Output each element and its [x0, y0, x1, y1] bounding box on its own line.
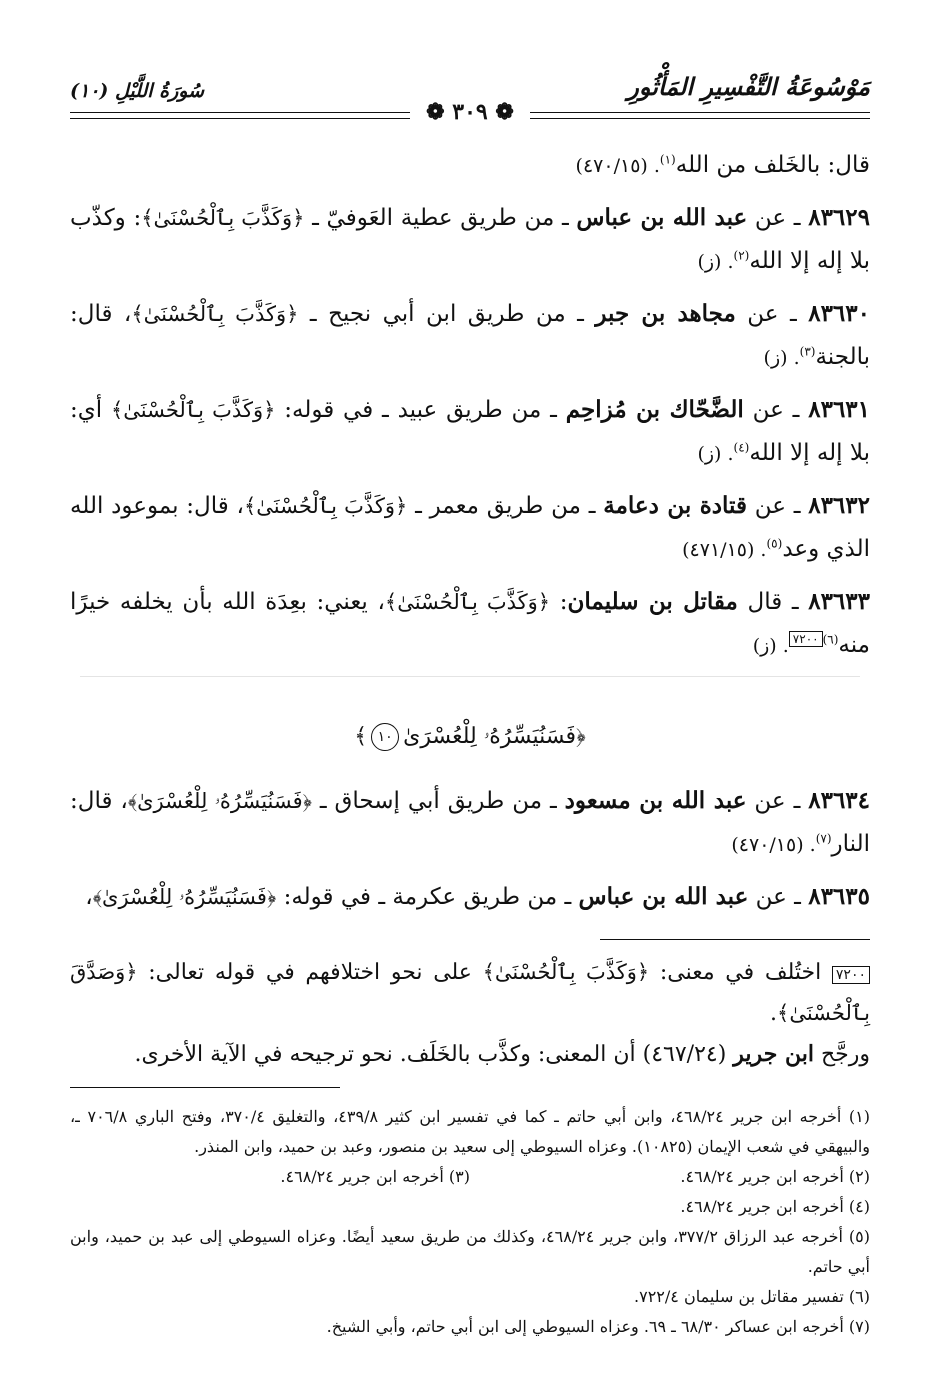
commentary-separator: [600, 939, 870, 940]
entry-text: ، قال: بموعود الله الذي وعد: [70, 493, 870, 562]
entry-text: ـ من طريق أبي إسحاق ـ: [311, 788, 565, 814]
source-ref: . (٤٧٠/١٥): [575, 155, 660, 177]
running-header: [70, 60, 870, 130]
verse-text: فَسَنُيَسِّرُهُۥ لِلْعُسْرَىٰ: [403, 724, 576, 749]
entry-text: ـ من طريق ابن أبي نجيح ـ: [298, 301, 596, 327]
footnote-marker: (١): [659, 152, 676, 167]
entry-number: ٨٣٦٣٥: [808, 883, 870, 910]
footnote-marker: (٥): [766, 536, 783, 551]
quran-quote: ﴿وَكَذَّبَ بِٱلْحُسْنَىٰ﴾: [384, 590, 551, 614]
narration-entry: [70, 779, 870, 867]
entry-text: ـ عن: [747, 205, 809, 231]
narration-entry: [70, 388, 870, 476]
entry-text: ـ عن: [746, 788, 809, 814]
footnote-marker: (٢): [733, 248, 750, 263]
narrator-name: مجاهد بن جبر: [595, 300, 736, 327]
narrator-name: عبد الله بن عباس: [578, 883, 749, 910]
source-ref: . (٤٧٠/١٥): [731, 834, 816, 856]
quran-bracket-close: ﴾: [354, 724, 368, 749]
narrator-name: الضَّحّاك بن مُزاحِم: [565, 396, 744, 423]
commentary-text: على نحو اختلافهم في قوله تعالى:: [137, 960, 483, 985]
commentary-line-2: [70, 1034, 870, 1075]
entry-text: ، قال: بالجنة: [70, 301, 870, 370]
page-number-value: ٣٠٩: [452, 99, 488, 125]
footnote: (٣) أخرجه ابن جرير ٤٦٨/٢٤.: [280, 1167, 470, 1186]
opening-text: قال: بالخَلف من الله: [675, 152, 870, 178]
book-title: مَوْسُوعَةُ التَّفْسِيرِ المَأْثُورِ: [627, 72, 870, 101]
entry-text: : وكذّب بلا إله إلا الله: [70, 205, 870, 274]
commentary-text: (٤٦٧/٢٤) أن المعنى: وكذَّب بالخَلَف. نحو ترجيحه في الآية الأخرى.: [134, 1042, 734, 1067]
commentary-number: ٧٢٠٠: [832, 966, 870, 984]
narrator-name: مقاتل بن سليمان: [567, 588, 738, 615]
commentary-text: ورجَّح: [813, 1042, 870, 1067]
footnote: (٤) أخرجه ابن جرير ٤٦٨/٢٤.: [680, 1197, 870, 1216]
footnote: (٢) أخرجه ابن جرير ٤٦٨/٢٤.: [680, 1167, 870, 1186]
verse-heading: [70, 717, 870, 757]
footnote-marker: (٦): [822, 632, 839, 647]
opening-line: [70, 144, 870, 188]
scan-line: [80, 676, 860, 677]
entry-text: ، قال: النار: [70, 788, 870, 857]
entry-text: ـ من طريق عكرمة ـ في قوله:: [276, 884, 579, 910]
footnote-marker: (٣): [799, 344, 816, 359]
entry-text: ، يعني: بعِدَة الله بأن يخلفه خيرًا منه: [70, 589, 870, 658]
entry-text: ـ قال: [737, 589, 809, 615]
quran-quote: ﴿فَسَنُيَسِّرُهُۥ لِلْعُسْرَىٰ﴾: [127, 789, 312, 813]
commentary-text: .: [770, 1001, 778, 1026]
entry-number: ٨٣٦٣٢: [808, 492, 870, 519]
commentary-text: اختُلف في معنى:: [649, 960, 832, 985]
quran-quote: ﴿فَسَنُيَسِّرُهُۥ لِلْعُسْرَىٰ﴾: [92, 885, 277, 909]
entry-text: ـ عن: [748, 884, 809, 910]
entry-text: ـ من طريق معمر ـ: [407, 493, 604, 519]
entry-number: ٨٣٦٣٣: [808, 588, 870, 615]
entry-text: ـ عن: [746, 493, 809, 519]
quran-quote: ﴿وَكَذَّبَ بِٱلْحُسْنَىٰ﴾: [131, 302, 299, 326]
narration-entry: [70, 196, 870, 284]
scholar-name: ابن جرير: [733, 1041, 814, 1067]
header-rule-left: [70, 112, 410, 119]
quran-quote: ﴿وَكَذَّبَ بِٱلْحُسْنَىٰ﴾: [141, 206, 305, 230]
commentary-note-marker: ٧٢٠٠: [789, 631, 823, 647]
page-number: ❁ ٣٠٩ ❁: [426, 99, 514, 125]
entry-text: أي: بلا إله إلا الله: [70, 397, 870, 466]
narrator-name: عبد الله بن مسعود: [564, 787, 747, 814]
header-rule-right: [530, 112, 870, 119]
source-ref: . (٤٧١/١٥): [682, 539, 767, 561]
entry-text: ،: [85, 884, 93, 910]
entry-number: ٨٣٦٣٠: [808, 300, 870, 327]
source-ref: . (ز): [752, 635, 789, 657]
entry-text: ـ من طريق عطية العَوفيّ ـ: [304, 205, 577, 231]
commentary-line-1: [70, 952, 870, 1034]
footnote-marker: (٤): [733, 440, 750, 455]
ayah-number-icon: ١٠: [371, 723, 399, 751]
entry-text: ـ عن: [735, 301, 809, 327]
header-rule: [70, 99, 870, 125]
footnote-separator: [70, 1087, 340, 1088]
narrator-name: قتادة بن دعامة: [603, 492, 747, 519]
narration-entry: [70, 580, 870, 668]
source-ref: . (ز): [697, 443, 734, 465]
quran-quote: ﴿وَكَذَّبَ بِٱلْحُسْنَىٰ﴾: [243, 494, 408, 518]
footnote: (٦) تفسير مقاتل بن سليمان ٧٢٢/٤.: [634, 1287, 870, 1306]
source-ref: . (ز): [697, 251, 734, 273]
entry-number: ٨٣٦٣٤: [808, 787, 871, 814]
commentary-block: [70, 952, 870, 1075]
source-ref: . (ز): [763, 347, 800, 369]
entry-text: :: [550, 589, 568, 615]
narration-entry: [70, 292, 870, 380]
quran-quote: ﴿وَكَذَّبَ بِٱلْحُسْنَىٰ﴾: [110, 398, 276, 422]
footnote: (٧) أخرجه ابن عساكر ٦٨/٣٠ ـ ٦٩. وعزاه السيوطي إلى ابن أبي حاتم، وأبي الشيخ.: [326, 1317, 870, 1336]
entry-number: ٨٣٦٣١: [808, 396, 871, 423]
main-text: [70, 144, 870, 919]
footnote: (٥) أخرجه عبد الرزاق ٣٧٧/٢، وابن جرير ٤٦٨/٢٤، وكذلك من طريق سعيد أيضًا. وعزاه السيوطي إلى عبد بن حميد، وابن أبي حاتم.: [70, 1227, 871, 1276]
quran-quote: ﴿وَكَذَّبَ بِٱلْحُسْنَىٰ﴾: [482, 960, 650, 984]
narrator-name: عبد الله بن عباس: [576, 204, 748, 231]
entry-number: ٨٣٦٢٩: [808, 204, 870, 231]
footnote-row: [70, 1162, 870, 1192]
quran-quote: ﴿وَصَدَّقَ بِٱلْحُسْنَىٰ﴾: [70, 960, 870, 1025]
page: [70, 60, 870, 1342]
narration-entry: [70, 484, 870, 572]
surah-title: سُورَةُ اللَّيْلِ (١٠): [70, 80, 204, 102]
entry-text: ـ عن: [743, 397, 809, 423]
footnote: (١) أخرجه ابن جرير ٤٦٨/٢٤، وابن أبي حاتم ـ كما في تفسير ابن كثير ٤٣٩/٨، والتغليق ٣٧٠/٤، وفتح الباري ٧٠٦/٨ ـ، والبيهقي في شعب الإيمان (١٠٨٢٥). وعزاه السيوطي إلى سعيد بن منصور، وعبد بن حميد، وابن المنذر.: [70, 1107, 870, 1156]
footnote-marker: (٧): [815, 831, 832, 846]
footnotes: [70, 1102, 870, 1342]
narration-entry: [70, 875, 870, 919]
quran-bracket-open: ﴿: [575, 724, 586, 749]
entry-text: ـ من طريق عبيد ـ في قوله:: [275, 397, 566, 423]
